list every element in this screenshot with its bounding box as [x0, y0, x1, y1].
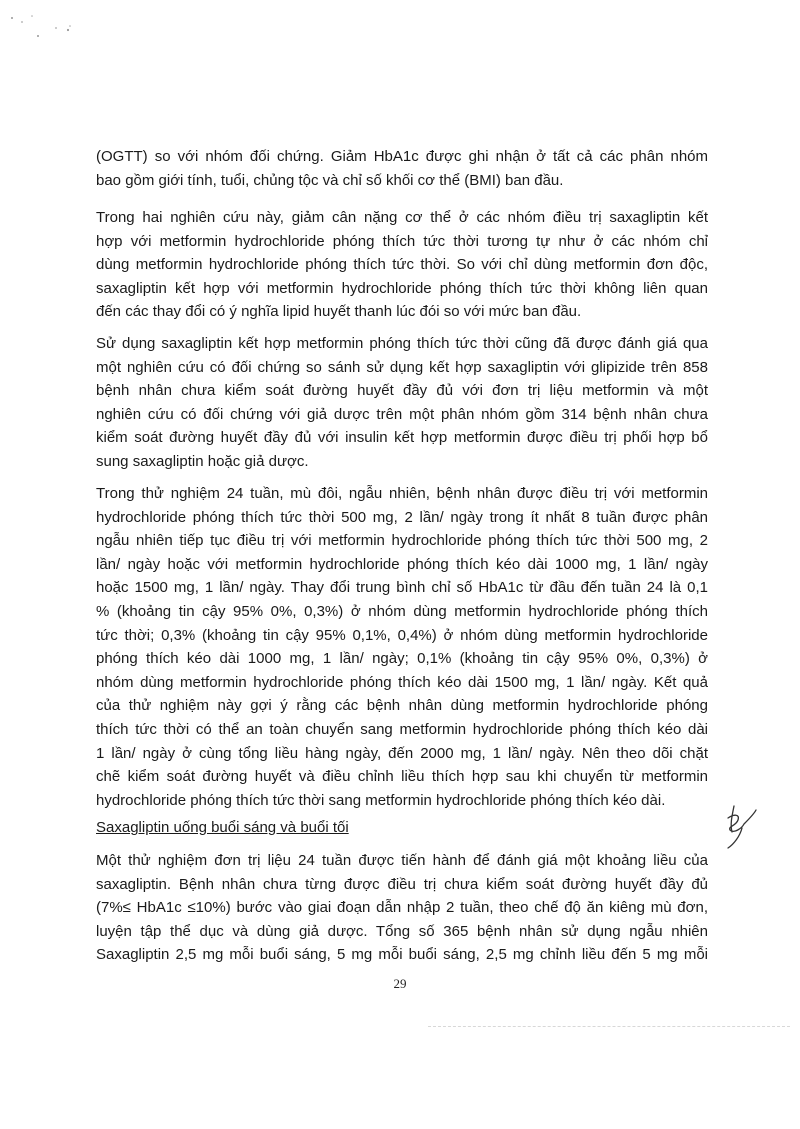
text-line: Sử dụng saxagliptin kết hợp metformin phóng thích tức thời cũng đã được đánh giá qua	[96, 335, 708, 352]
text-line: đến các thay đổi có ý nghĩa lipid huyết thanh lúc đói so với mức ban đầu.	[96, 303, 582, 321]
text-line: saxagliptin kết hợp với metformin hydrochloride phóng thích tức thời không liên quan	[96, 279, 708, 297]
text-line: bệnh nhân chưa kiểm soát đường huyết đầy đủ với đơn trị liệu metformin và một	[96, 382, 708, 400]
footer-divider	[428, 1026, 790, 1027]
text-line: % (khoảng tin cậy 95% 0%, 0,3%) ở nhóm dùng metformin hydrochloride phóng thích	[96, 602, 708, 620]
paragraph-24-week-trial	[96, 482, 708, 812]
text-line: dùng metformin hydrochloride phóng thích tức thời. So với chỉ dùng metformin đơn độc,	[96, 256, 708, 274]
text-line: hợp với metformin hydrochloride phóng thích tức thời tương tự như ở các nhóm chỉ	[96, 232, 708, 250]
handwritten-signature	[720, 802, 760, 850]
text-line: hydrochloride phóng thích tức thời 500 mg, 2 lần/ ngày trong ít nhất 8 tuần được phân	[96, 508, 708, 526]
text-line: kiểm soát đường huyết đầy đủ với insulin kết hợp metformin được điều trị phối hợp bổ	[96, 429, 708, 447]
text-line: nghiên cứu có đối chứng với giả dược trên một phân nhóm gồm 314 bệnh nhân chưa	[96, 405, 708, 423]
text-line: Trong hai nghiên cứu này, giảm cân nặng cơ thể ở các nhóm điều trị saxagliptin kết	[96, 209, 708, 226]
text-line: hydrochloride phóng thích tức thời sang metformin hydrochloride phóng thích kéo dài.	[96, 791, 666, 809]
text-line: chẽ kiểm soát đường huyết và điều chỉnh liều thích hợp sau khi chuyển từ metformin	[96, 768, 708, 786]
page-number: 29	[393, 976, 407, 991]
text-line: bao gồm giới tính, tuổi, chủng tộc và chỉ số khối cơ thể (BMI) ban đầu.	[96, 171, 564, 189]
text-line: tức thời; 0,3% (khoảng tin cậy 95% 0,1%, 0,4%) ở nhóm dùng metformin hydrochloride	[96, 626, 708, 644]
section-heading: Saxagliptin uống buổi sáng và buổi tối	[96, 819, 349, 836]
paragraph-monotherapy-trial	[96, 849, 708, 967]
text-line: (7%≤ HbA1c ≤10%) bước vào giai đoạn dẫn nhập 2 tuần, theo chế độ ăn kiêng mù đơn,	[96, 899, 708, 917]
text-line: phóng thích kéo dài 1000 mg, 1 lần/ ngày; 0,1% (khoảng tin cậy 95% 0%, 0,3%) ở	[96, 650, 708, 668]
text-line: Một thử nghiệm đơn trị liệu 24 tuần được tiến hành để đánh giá một khoảng liều của	[96, 852, 708, 869]
text-line: saxagliptin. Bệnh nhân chưa từng được điều trị chưa kiểm soát đường huyết đầy đủ	[96, 875, 708, 893]
text-line: Saxagliptin 2,5 mg mỗi buổi sáng, 5 mg mỗi buổi sáng, 2,5 mg chỉnh liều đến 5 mg mỗi	[96, 946, 708, 964]
text-line: luyện tập thể dục và dùng giả dược. Tổng số 365 bệnh nhân sử dụng ngẫu nhiên	[96, 922, 708, 940]
scan-artifact-marks	[8, 10, 78, 50]
text-line: nhóm dùng metformin hydrochloride phóng thích kéo dài 1500 mg, 1 lần/ ngày. Kết quả	[96, 673, 708, 691]
text-line: lần/ ngày hoặc với metformin hydrochloride phóng thích kéo dài 1000 mg, 1 lần/ ngày	[96, 555, 708, 573]
text-line: của thử nghiệm này gợi ý rằng các bệnh nhân dùng metformin hydrochloride phóng	[96, 697, 708, 715]
paragraph-combination-studies	[96, 332, 708, 474]
text-line: 1 lần/ ngày ở cùng tổng liều hàng ngày, đến 2000 mg, 1 lần/ ngày. Nên theo dõi chặt	[96, 744, 708, 762]
text-line: (OGTT) so với nhóm đối chứng. Giảm HbA1c được ghi nhận ở tất cả các phân nhóm	[96, 148, 708, 165]
text-line: hoặc 1500 mg, 1 lần/ ngày. Thay đổi trung bình chỉ số HbA1c từ đầu đến tuần 24 là 0,1	[96, 579, 708, 597]
paragraph-body-weight	[96, 206, 708, 324]
text-line: thích tức thời có thể an toàn chuyển sang metformin hydrochloride phóng thích kéo dài	[96, 720, 708, 738]
text-line: ngẫu nhiên tiếp tục điều trị với metformin hydrochloride phóng thích tức thời 500 mg, 2	[96, 532, 708, 550]
text-line: một nghiên cứu có đối chứng so sánh sử dụng kết hợp saxagliptin với glipizide trên 858	[96, 358, 708, 376]
text-line: sung saxagliptin hoặc giả dược.	[96, 452, 309, 470]
text-line: Trong thử nghiệm 24 tuần, mù đôi, ngẫu nhiên, bệnh nhân được điều trị với metformin	[96, 485, 708, 502]
paragraph-ogtt-results	[96, 145, 708, 192]
